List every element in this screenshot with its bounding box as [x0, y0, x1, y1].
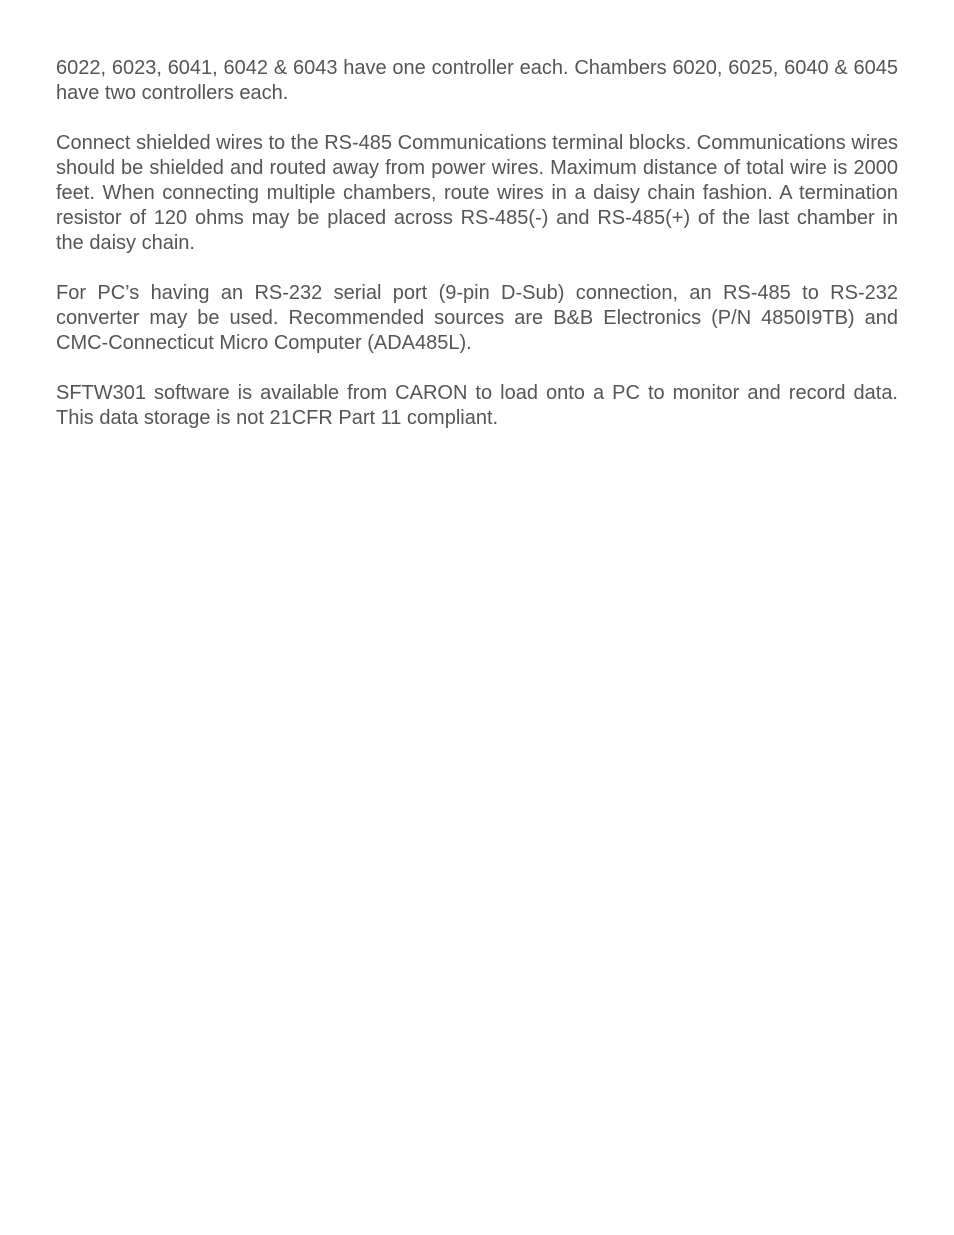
paragraph-controllers: 6022, 6023, 6041, 6042 & 6043 have one controller each. Chambers 6020, 6025, 6040 & 6045 have two controllers each. [56, 57, 898, 104]
paragraph-converter: For PC’s having an RS-232 serial port (9-pin D-Sub) connection, an RS-485 to RS-232 converter may be used. Recommended sources are B&B Electronics (P/N 4850I9TB) and CMC-Connecticut Micro Computer (ADA485L). [56, 282, 898, 354]
paragraph-wiring: Connect shielded wires to the RS-485 Communications terminal blocks. Communications wires should be shielded and routed away from power wires. Maximum distance of total wire is 2000 feet. When connecting multiple chambers, route wires in a daisy chain fashion. A termination resistor of 120 ohms may be placed across RS-485(-) and RS-485(+) of the last chamber in the daisy chain. [56, 132, 898, 254]
document-page [56, 56, 898, 431]
paragraph-software: SFTW301 software is available from CARON to load onto a PC to monitor and record data. This data storage is not 21CFR Part 11 compliant. [56, 382, 898, 429]
